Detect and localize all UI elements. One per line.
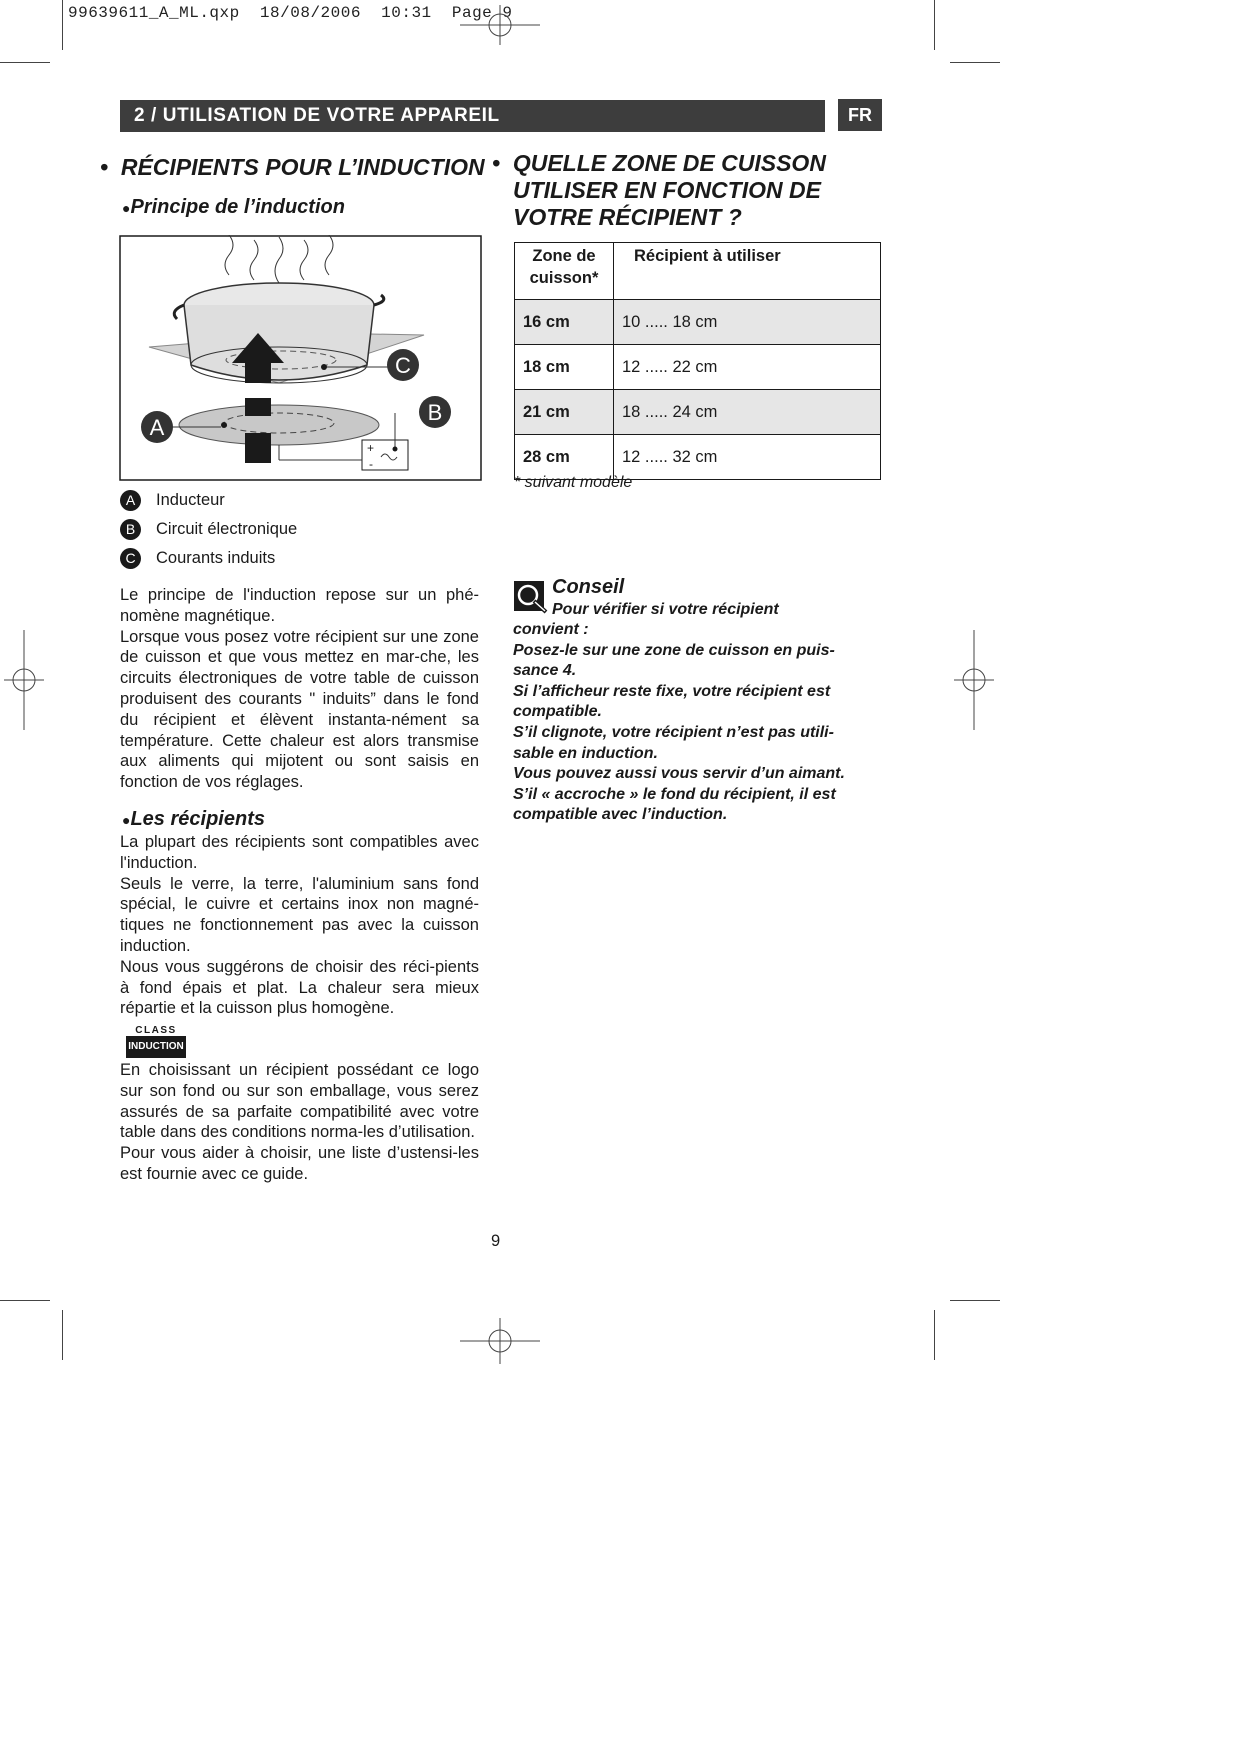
table-row: 16 cm 10 ..... 18 cm	[515, 300, 881, 345]
conseil-line: Pour vérifier si votre récipient	[552, 601, 779, 618]
table-footnote: * suivant modèle	[514, 474, 633, 491]
magnifier-icon	[513, 580, 549, 614]
logo-paragraph: En choisissant un récipient possédant ce logo sur son fond ou sur son emballage, vous serez assurés de sa parfaite compatibilité avec votre table dans des conditions norma-les d’utilisation. Pour vous aider à choisir, une liste d’ustensi-les est fournie avec ce guide.	[120, 1061, 479, 1183]
svg-text:+: +	[367, 441, 375, 455]
containers-paragraph: La plupart des récipients sont compatibles avec l'induction. Seuls le verre, la terre, l'aluminium sans fond spécial, le cuivre et certains inox non magné-tiques ne fonctionnement pas avec la cuisson induction. Nous vous suggérons de choisir des réci-pients à fond épais et plat. La chaleur sera mieux répartie et la cuisson plus homogène.	[120, 833, 479, 1018]
registration-mark-bottom	[450, 1318, 550, 1364]
svg-text:-: -	[369, 457, 373, 471]
table-row: 28 cm 12 ..... 32 cm	[515, 435, 881, 480]
zone-header: Zone de cuisson*	[515, 243, 614, 300]
zone-table-header	[515, 243, 881, 300]
principle-paragraph: Le principe de l'induction repose sur un phé-nomène magnétique. Lorsque vous posez votre récipient sur une zone de cuisson et que vous mettez en mar-che, les circuits électroniques de votre table de cuisson produisent des courants " induits” dans le fond du récipient et élèvent instanta-nément sa température. Cette chaleur est alors transmise aux aliments qui mijotent ou sont saisis en fonction de vos réglages.	[120, 586, 479, 792]
svg-text:C: C	[395, 353, 411, 378]
print-slug: 99639611_A_ML.qxp 18/08/2006 10:31 Page 9	[68, 4, 513, 22]
principle-subtitle: ●Principe de l’induction	[122, 196, 345, 218]
container-header: Récipient à utiliser	[614, 243, 881, 300]
zone-table	[514, 242, 881, 480]
registration-mark-right	[954, 630, 994, 730]
section-header-bar	[120, 100, 825, 132]
left-section-title: • RÉCIPIENTS POUR L’INDUCTION	[100, 154, 485, 180]
registration-mark-left	[4, 630, 44, 730]
language-badge: FR	[838, 99, 882, 131]
containers-subtitle: ●Les récipients	[122, 808, 265, 830]
induction-diagram	[119, 235, 482, 481]
table-row: 18 cm 12 ..... 22 cm	[515, 345, 881, 390]
table-row: 21 cm 18 ..... 24 cm	[515, 390, 881, 435]
section-header-title: 2 / UTILISATION DE VOTRE APPAREIL	[134, 105, 500, 126]
svg-text:B: B	[427, 400, 443, 425]
conseil-text: convient : Posez-le sur une zone de cuisson en puis- sance 4. Si l’afficheur reste fixe, votre récipient est compatible. S’il clignote, votre récipient n’est pas utili- sable en induction. Vous pouvez aussi vous servir d’un aimant. S’il « accroche » le fond du récipient, il est compatible avec l’induction.	[513, 621, 845, 824]
conseil-title: Conseil	[552, 576, 625, 598]
right-section-title: • QUELLE ZONE DE CUISSON UTILISER EN FONCTION DE VOTRE RÉCIPIENT ?	[492, 150, 826, 230]
class-induction-logo: CLASS INDUCTION	[126, 1025, 186, 1058]
page-number: 9	[491, 1232, 501, 1250]
svg-text:A: A	[149, 415, 165, 440]
registration-mark-top	[450, 5, 550, 45]
